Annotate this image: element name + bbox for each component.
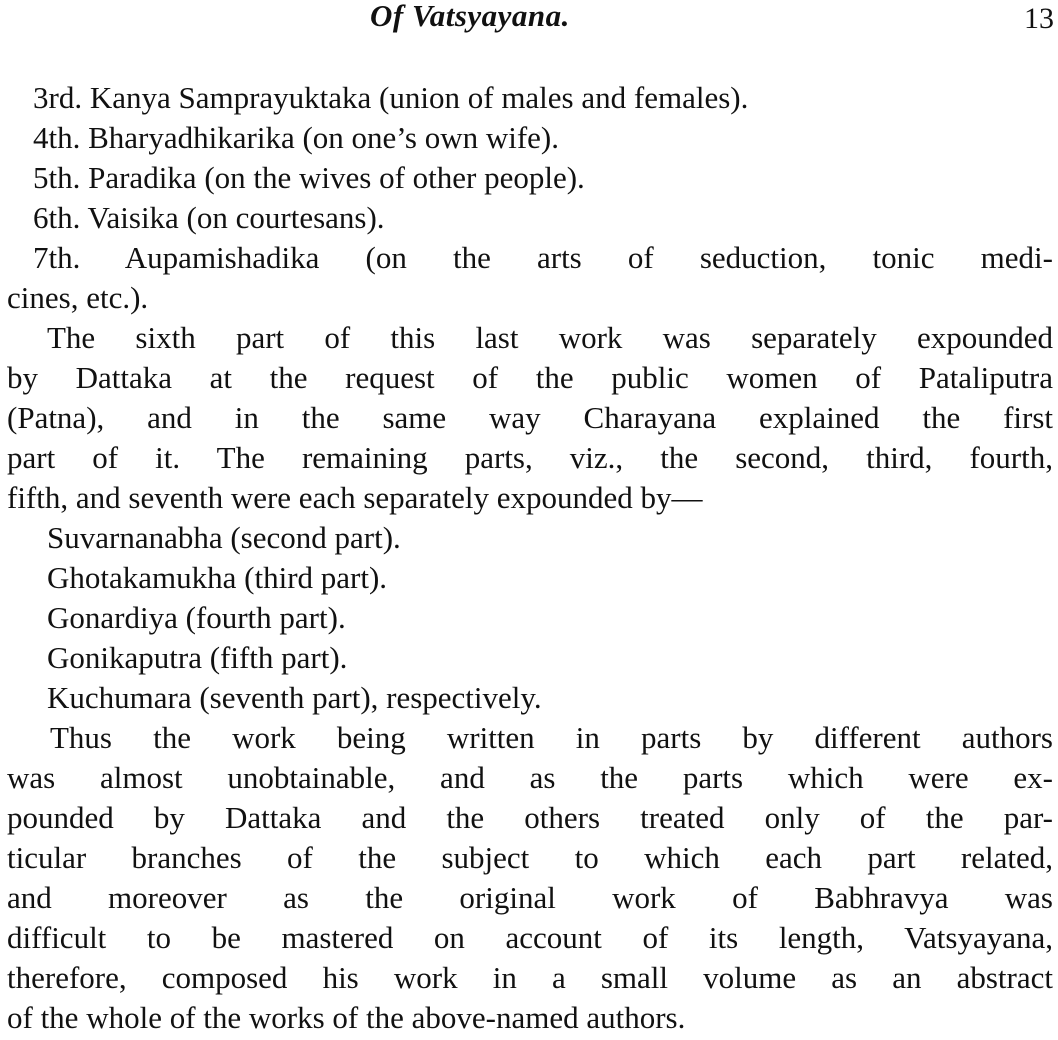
author-list-item: Gonikaputra (fifth part). — [47, 640, 348, 675]
author-list-item: Gonardiya (fourth part). — [47, 600, 346, 635]
paragraph-line: difficult to be mastered on account of its length, Vatsyayana, — [7, 920, 1053, 955]
list-item-6th: 6th. Vaisika (on courtesans). — [33, 200, 385, 235]
author-list-item: Ghotakamukha (third part). — [47, 560, 388, 595]
paragraph-line: by Dattaka at the request of the public women of Pataliputra — [7, 360, 1053, 395]
author-list-item: Suvarnanabha (second part). — [47, 520, 401, 555]
paragraph-line: (Patna), and in the same way Charayana explained the first — [7, 400, 1053, 435]
paragraph-line: therefore, composed his work in a small volume as an abstract — [7, 960, 1053, 995]
paragraph-line: and moreover as the original work of Babhravya was — [7, 880, 1053, 915]
paragraph-line: of the whole of the works of the above-named authors. — [7, 1000, 686, 1035]
running-title: Of Vatsyayana. — [370, 0, 570, 33]
author-list-item: Kuchumara (seventh part), respectively. — [47, 680, 542, 715]
paragraph-line: The sixth part of this last work was separately expounded — [47, 320, 1053, 355]
running-head — [0, 0, 1058, 44]
paragraph-line: Thus the work being written in parts by different authors — [50, 720, 1053, 755]
paragraph-line: part of it. The remaining parts, viz., the second, third, fourth, — [7, 440, 1053, 475]
list-item-7th: 7th. Aupamishadika (on the arts of seduction, tonic medi- — [33, 240, 1053, 275]
paragraph-line: pounded by Dattaka and the others treated only of the par- — [7, 800, 1053, 835]
paragraph-line: fifth, and seventh were each separately expounded by— — [7, 480, 703, 515]
page-number: 13 — [1024, 2, 1054, 35]
list-item-4th: 4th. Bharyadhikarika (on one’s own wife). — [33, 120, 560, 155]
list-item-7th-continued: cines, etc.). — [7, 280, 149, 315]
paragraph-line: was almost unobtainable, and as the parts which were ex- — [7, 760, 1053, 795]
list-item-3rd: 3rd. Kanya Samprayuktaka (union of males and females). — [33, 80, 749, 115]
paragraph-line: ticular branches of the subject to which each part related, — [7, 840, 1053, 875]
list-item-5th: 5th. Paradika (on the wives of other people). — [33, 160, 585, 195]
